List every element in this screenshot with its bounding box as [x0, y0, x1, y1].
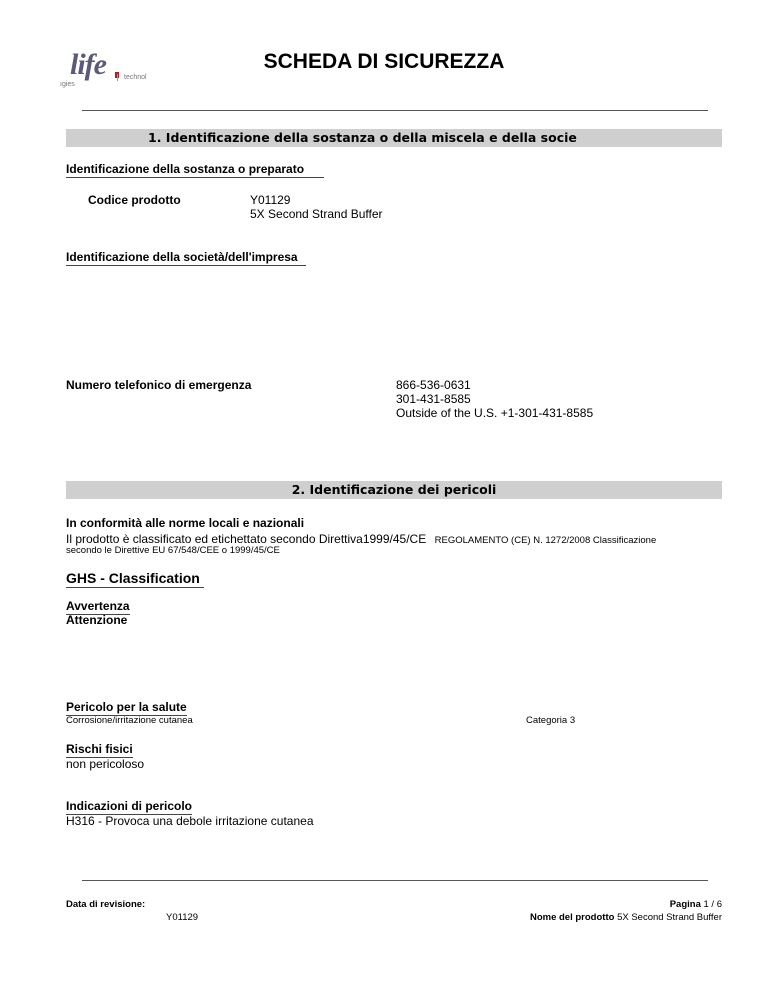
revision-date-label: Data di revisione:	[66, 899, 146, 910]
ghs-classification-title: GHS - Classification	[66, 570, 204, 588]
section2-heading-band	[66, 481, 722, 499]
health-hazard-item: Corrosione/irritazione cutanea	[66, 715, 193, 726]
product-name-value: 5X Second Strand Buffer	[250, 207, 383, 221]
emergency-phone-label: Numero telefonico di emergenza	[66, 378, 252, 392]
section2-heading: 2. Identificazione dei pericoli	[291, 482, 497, 497]
product-name-footer-label: Nome del prodotto	[529, 912, 615, 923]
physical-hazard-value: non pericoloso	[66, 757, 145, 771]
substance-subheading: Identificazione della sostanza o preparato	[66, 162, 324, 178]
page-indicator	[670, 899, 722, 910]
compliance-regulation: REGOLAMENTO (CE) N. 1272/2008 Classificazione	[434, 535, 657, 546]
product-name-footer-value: 5X Second Strand Buffer	[617, 912, 722, 923]
health-hazard-label: Pericolo per la salute	[66, 700, 187, 714]
physical-hazard-label: Rischi fisici	[66, 742, 133, 756]
revision-code: Y01129	[166, 912, 199, 923]
product-code-label: Codice prodotto	[88, 193, 181, 207]
warning-value: Attenzione	[66, 613, 128, 627]
section1-heading: 1. Identificazione della sostanza o della miscela e della socie	[148, 130, 577, 145]
product-name-footer	[530, 912, 722, 923]
hazard-statement-value: H316 - Provoca una debole irritazione cutanea	[66, 814, 314, 828]
hazard-statement-label: Indicazioni di pericolo	[66, 799, 193, 813]
emergency-phone-list	[396, 378, 593, 420]
logo-wordmark: life	[70, 48, 106, 81]
emergency-phone-3: Outside of the U.S. +1-301-431-8585	[396, 406, 594, 420]
compliance-directives: secondo le Direttive EU 67/548/CEE o 1999/45/CE	[66, 545, 280, 556]
emergency-phone-1: 866-536-0631	[396, 378, 471, 392]
logo-fragment-right: technol	[117, 74, 147, 81]
product-code-value: Y01129	[250, 193, 291, 207]
section1-heading-band	[66, 129, 722, 147]
page-label: Pagina	[669, 899, 701, 910]
health-hazard-category: Categoria 3	[526, 715, 576, 726]
footer-divider	[82, 880, 708, 881]
compliance-main: Il prodotto è classificato ed etichettato secondo Direttiva1999/45/CE	[66, 532, 427, 546]
page-number: 1 / 6	[703, 899, 722, 910]
warning-label: Avvertenza	[66, 599, 130, 613]
document-title: SCHEDA DI SICUREZZA	[263, 50, 505, 73]
compliance-title: In conformità alle norme locali e nazionali	[66, 516, 305, 530]
emergency-phone-2: 301-431-8585	[396, 392, 471, 406]
header-divider	[82, 110, 708, 111]
logo-fragment-left: ıgies	[60, 81, 75, 88]
company-subheading: Identificazione della società/dell'impresa	[66, 250, 306, 266]
